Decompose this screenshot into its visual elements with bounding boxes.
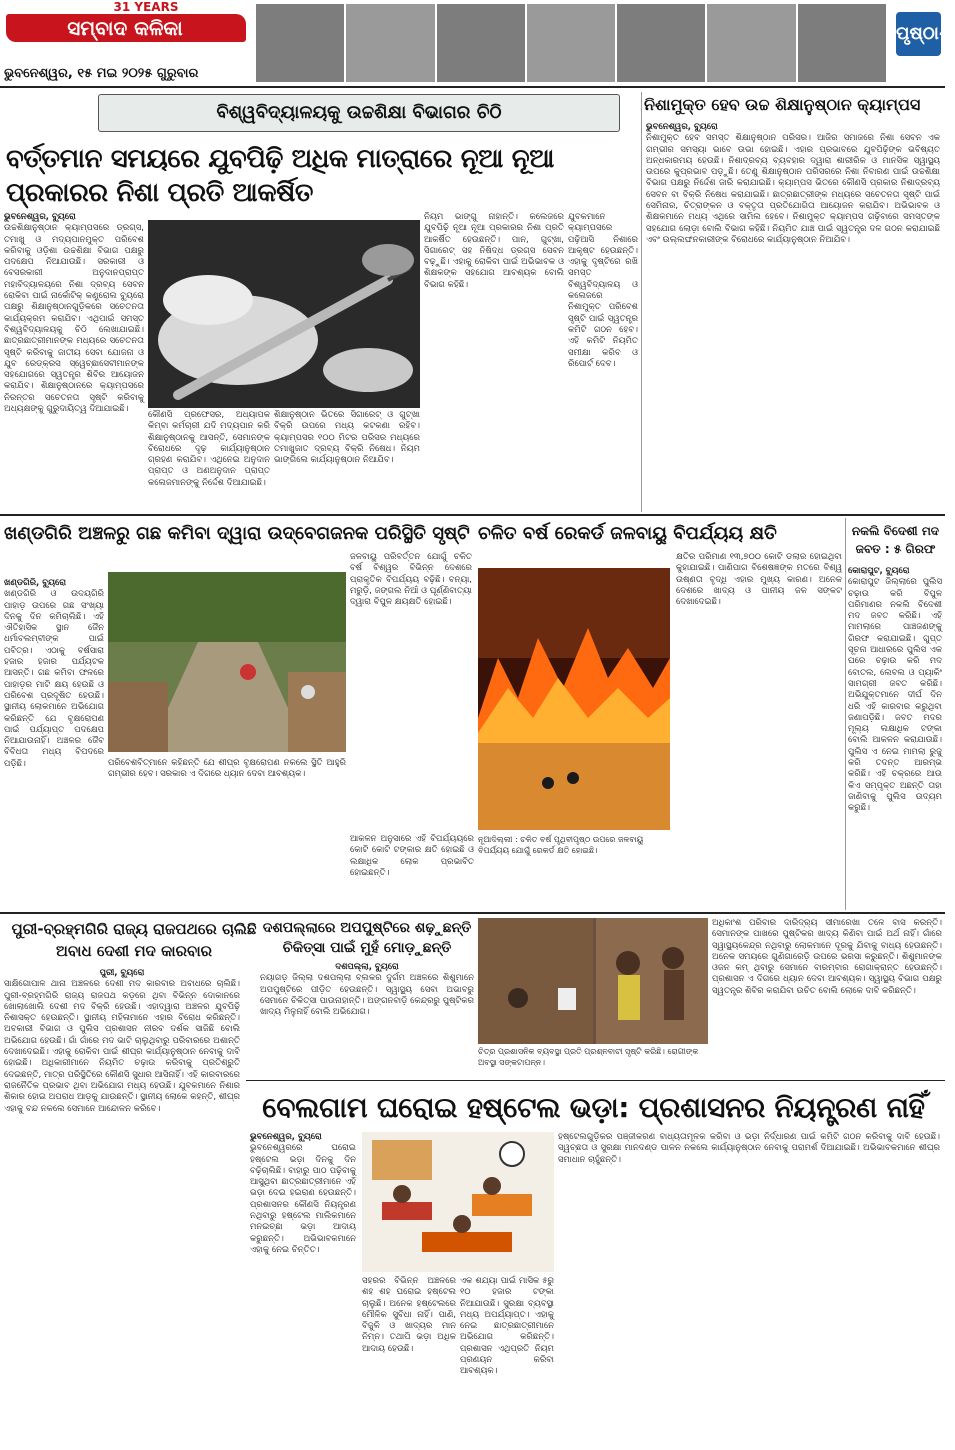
- liquor-seizure-headline: ନକଲି ବିଦେଶୀ ମଦ ଜବତ : ୫ ଗିରଫ: [851, 524, 940, 556]
- hostel-column-4: ହଷ୍ଟେଲଗୁଡ଼ିକର ପଞ୍ଜୀକରଣ ବାଧ୍ୟତାମୂଳକ କରିବା ଓ ଭଡ଼ା ନିର୍ଦ୍ଧାରଣ ପାଇଁ କମିଟି ଗଠନ କରିବାକୁ ଦାବି ହେଉଛି। ସ୍ୱଚ୍ଛତା ଓ ସୁରକ୍ଷା ମାନଦଣ୍ଡ ପାଳନ ନକଲେ କାର୍ଯ୍ୟାନୁଷ୍ଠାନ ନେବାକୁ ପରାମର୍ଶ ଦିଆଯାଇଛି। ଅଭିଭାବକମାନେ ଶୀଘ୍ର ସମାଧାନ ଚାହୁଁଛନ୍ତି।: [558, 1132, 940, 1165]
- climate-column-2: ଆକଳନ ଅନୁସାରେ ଏହି ବିପର୍ଯ୍ୟୟରେ କୋଟି କୋଟି ଟଙ୍କାର କ୍ଷତି ହୋଇଛି ଓ ଲକ୍ଷାଧିକ ଲୋକ ପ୍ରଭାବିତ ହୋଇଛନ୍ତି।: [350, 834, 474, 878]
- khandagiri-text: ଖଣ୍ଡଗିରି ଓ ଉଦୟଗିରି ପାହାଡ଼ ଉପରେ ଗଛ ସଂଖ୍ୟା ଦିନକୁ ଦିନ କମିଚାଲିଛି। ଏହି ଐତିହାସିକ ସ୍ଥାନ ଜୈନ ଧର୍ମାବଲମ୍ବୀଙ୍କ ପାଇଁ ପବିତ୍ର। ଏଠାକୁ ବର୍ଷସାରା ହଜାର ହଜାର ପର୍ଯ୍ୟଟକ ଆସନ୍ତି। ଗଛ କମିବା ଫଳରେ ପାହାଡ଼ର ମାଟି କ୍ଷୟ ହେଉଛି ଓ ପରିବେଶ ପ୍ରଦୂଷିତ ହେଉଛି। ସ୍ଥାନୀୟ ଲୋକମାନେ ଅଭିଯୋଗ କରିଛନ୍ତି ଯେ ବୃକ୍ଷରୋପଣ ପାଇଁ ପର୍ଯ୍ୟାପ୍ତ ପଦକ୍ଷେପ ନିଆଯାଉନାହିଁ। ଅଞ୍ଚଳର ଜୈବ ବିବିଧତା ମଧ୍ୟ ବିପଦରେ ପଡ଼ିଛି।: [4, 589, 104, 769]
- masthead: [0, 0, 955, 86]
- khandagiri-headline: ଖଣ୍ଡଗିରି ଅଞ୍ଚଳରୁ ଗଛ କମିବା ଦ୍ୱାରା ଉଦ୍‌ବେଗଜନକ ପରିସ୍ଥିତି ସୃଷ୍ଟି: [4, 523, 470, 544]
- header-photo-writing: [437, 4, 525, 82]
- side1-body: [646, 122, 940, 510]
- malnutrition-byline: ଦଶପଲ୍ଲା, ବ୍ୟୁରୋ: [335, 962, 399, 972]
- lead-column-2: କୌଣସି ପ୍ରଫେସର, ଅଧ୍ୟାପକ କିମ୍ବା କର୍ମଚାରୀ ଯଦି ମଦ୍ୟପାନ କରି ଶିକ୍ଷାନୁଷ୍ଠାନକୁ ଆସନ୍ତି, ସେମାନଙ୍କ ବିରୋଧରେ ଦୃଢ଼ କାର୍ଯ୍ୟାନୁଷ୍ଠାନ ଗ୍ରହଣ କରାଯିବ। ଏଥିନେଇ ଅନୁଦାନ ପ୍ରାପ୍ତ ଓ ଅଣଅନୁଦାନ ପ୍ରାପ୍ତ କଲେଜମାନଙ୍କୁ ନିର୍ଦ୍ଦେଶ ଦିଆଯାଇଛି।: [148, 410, 270, 488]
- hostel-column-1: [250, 1132, 356, 1444]
- lead-column-1: [4, 212, 144, 510]
- khandagiri-column-2: ପରିବେଶବିତ୍‌ମାନେ କହିଛନ୍ତି ଯେ ଶୀଘ୍ର ବୃକ୍ଷରୋପଣ ନକଲେ ସ୍ଥିତି ଆହୁରି ଗମ୍ଭୀର ହେବ। ସରକାର ଏ ଦିଗରେ ଧ୍ୟାନ ଦେବା ଆବଶ୍ୟକ।: [108, 758, 346, 780]
- puri-liquor-text: ସାକ୍ଷିଗୋପାଳ ଥାନା ଅଞ୍ଚଳରେ ଦେଶୀ ମଦ କାରବାର ଅବାଧରେ ଚାଲିଛି। ପୁରୀ-ବ୍ରହ୍ମଗିରି ରାଜ୍ୟ ରାଜପଥ କଡ଼ରେ ଥିବା ବିଭିନ୍ନ ଦୋକାନରେ ଖୋଲାଖୋଲି ଦେଶୀ ମଦ ବିକ୍ରି ହେଉଛି। ଏହାଦ୍ୱାରା ଅଞ୍ଚଳର ଯୁବପିଢ଼ି ନିଶାସକ୍ତ ହେଉଛନ୍ତି। ସ୍ଥାନୀୟ ମହିଳାମାନେ ଏହାର ବିରୋଧ କରିଛନ୍ତି। ଅବକାରୀ ବିଭାଗ ଓ ପୁଲିସ ପ୍ରଶାସନ ନୀରବ ଦର୍ଶକ ସାଜିଛି ବୋଲି ଅଭିଯୋଗ ହେଉଛି। ଗାଁ ଗାଁରେ ମଦ ଭାଟି ଚାଲୁଥିବାରୁ ପରିବାରରେ ଅଶାନ୍ତି ଦେଖାଦେଇଛି। ଏହାକୁ ରୋକିବା ପାଇଁ ଶୀଘ୍ର କାର୍ଯ୍ୟାନୁଷ୍ଠାନ ନେବାକୁ ଦାବି ହୋଇଛି। ଅଧିକାରୀମାନେ ନିୟମିତ ଚଢ଼ାଉ କରିବାକୁ ପ୍ରତିଶ୍ରୁତି ଦେଇଛନ୍ତି, ମାତ୍ର ପରିସ୍ଥିତିରେ କୌଣସି ସୁଧାର ଆସିନାହିଁ। ଏହି କାରବାରରେ ରାଜନୈତିକ ପ୍ରଭାବ ଥିବା ଅଭିଯୋଗ ମଧ୍ୟ ହେଉଛି। ଯୁବକମାନେ ନିଶାର ଶିକାର ହୋଇ ଅପରାଧ ଆଡ଼କୁ ଯାଉଛନ୍ତି। ସ୍ଥାନୀୟ ଲୋକେ କହନ୍ତି, ଶୀଘ୍ର ଏହାକୁ ବନ୍ଦ ନକଲେ ସେମାନେ ଆନ୍ଦୋଳନ କରିବେ।: [4, 979, 240, 1114]
- side1-byline: ଭୁବନେଶ୍ୱର, ବ୍ୟୁରୋ: [646, 122, 718, 132]
- malnutrition-text: ନୟାଗଡ଼ ଜିଲ୍ଲା ଦଶପଲ୍ଲା ବ୍ଲକର ଦୁର୍ଗମ ଅଞ୍ଚଳରେ ଶିଶୁମାନେ ଅପପୁଷ୍ଟିରେ ପୀଡ଼ିତ ହେଉଛନ୍ତି। ସ୍ୱାସ୍ଥ୍ୟ ସେବା ଅଭାବରୁ ସେମାନେ ଚିକିତ୍ସା ପାଉନାହାନ୍ତି। ଅଙ୍ଗନବାଡ଼ି କେନ୍ଦ୍ରରୁ ପୁଷ୍ଟିକର ଖାଦ୍ୟ ମିଳୁନାହିଁ ବୋଲି ଅଭିଯୋଗ।: [260, 973, 474, 1018]
- side1-text: ନିଶାମୁକ୍ତ ହେବ ସମସ୍ତ ଶିକ୍ଷାନୁଷ୍ଠାନ ପରିସର। ଆଜିର ସମାଜରେ ନିଶା ସେବନ ଏକ ଗମ୍ଭୀର ସମସ୍ୟା ଭାବେ ଉଭା ହୋଇଛି। ଏହାର ପ୍ରଭାବରେ ଯୁବପିଢ଼ିଙ୍କ ଭବିଷ୍ୟତ ଅନ୍ଧକାରମୟ ହେଉଛି। ନିଶାଦ୍ରବ୍ୟ ବ୍ୟବହାର ଦ୍ୱାରା ଶାରୀରିକ ଓ ମାନସିକ ସ୍ୱାସ୍ଥ୍ୟ ଉପରେ କୁପ୍ରଭାବ ପଡ଼ୁଛି। ତେଣୁ ଶିକ୍ଷାନୁଷ୍ଠାନ ପରିସରରେ ନିଶା ନିବାରଣ ପାଇଁ ଉଚ୍ଚଶିକ୍ଷା ବିଭାଗ ପକ୍ଷରୁ ନିର୍ଦ୍ଦେଶ ଜାରି କରାଯାଇଛି। କ୍ୟାମ୍ପସ ଭିତରେ କୌଣସି ପ୍ରକାର ନିଶାଦ୍ରବ୍ୟ ସେବନ ବା ବିକ୍ରି ନିଷେଧ କରାଯାଇଛି। ଛାତ୍ରଛାତ୍ରୀଙ୍କ ମଧ୍ୟରେ ସଚେତନତା ସୃଷ୍ଟି ପାଇଁ ସେମିନାର, ଚିତ୍ରାଙ୍କନ ଓ ବକ୍ତୃତା ପ୍ରତିଯୋଗିତା ଆୟୋଜନ କରାଯିବ। ଅଭିଭାବକ ଓ ଶିକ୍ଷକମାନେ ମଧ୍ୟ ଏଥିରେ ସାମିଲ ହେବେ। ନିଶାମୁକ୍ତ କ୍ୟାମ୍ପସ ଗଢ଼ିବାରେ ସମସ୍ତଙ୍କ ସହଯୋଗ ଲୋଡ଼ା ବୋଲି ବିଭାଗ କହିଛି। ନିୟମିତ ଯାଞ୍ଚ ପାଇଁ ସ୍ୱତନ୍ତ୍ର ଦଳ ଗଠନ କରାଯାଇଛି ଏବଂ ଉଲ୍ଲଙ୍ଘନକାରୀଙ୍କ ବିରୋଧରେ କାର୍ଯ୍ୟାନୁଷ୍ଠାନ ନିଆଯିବ।: [646, 133, 940, 245]
- hostel-column-2: ସହରର ବିଭିନ୍ନ ଅଞ୍ଚଳରେ ଶହ ଶହ ଘରୋଇ ହଷ୍ଟେଲ ଚାଲୁଛି। ଅନେକ ହଷ୍ଟେଲରେ ମୌଳିକ ସୁବିଧା ନାହିଁ। ପାଣି, ବିଜୁଳି ଓ ଖାଦ୍ୟର ମାନ ନିମ୍ନ। ତଥାପି ଭଡ଼ା ଅଧିକ ଆଦାୟ ହେଉଛି।: [362, 1276, 456, 1354]
- dateline: ଭୁବନେଶ୍ୱର, ୧୫ ମଇ ୨୦୨୫ ଗୁରୁବାର: [4, 66, 199, 81]
- khandagiri-column-1: [4, 578, 104, 906]
- climate-column-1: ଜଳବାୟୁ ପରିବର୍ତ୍ତନ ଯୋଗୁଁ ଚଳିତ ବର୍ଷ ବିଶ୍ୱର ବିଭିନ୍ନ ଦେଶରେ ପ୍ରାକୃତିକ ବିପର୍ଯ୍ୟୟ ବଢ଼ିଛି। ବନ୍ୟା, ମରୁଡ଼ି, ଜଙ୍ଗଲ ନିଆଁ ଓ ଘୂର୍ଣ୍ଣିବାତ୍ୟା ଦ୍ୱାରା ବିପୁଳ କ୍ଷୟକ୍ଷତି ହୋଇଛି।: [350, 552, 472, 608]
- side1-headline: ନିଶାମୁକ୍ତ ହେବ ଉଚ୍ଚ ଶିକ୍ଷାନୁଷ୍ଠାନ କ୍ୟାମ୍ପସ: [644, 95, 921, 114]
- masthead-rule: [0, 86, 945, 88]
- header-photo-women: [707, 4, 795, 82]
- years-badge: 31 YEARS: [113, 0, 179, 14]
- malnutrition-photo: [478, 918, 708, 1044]
- section-rule-2: [0, 912, 945, 914]
- khandagiri-byline: ଖଣ୍ଡଗିରି, ବ୍ୟୁରୋ: [4, 578, 67, 588]
- hostel-byline: ଭୁବନେଶ୍ୱର, ବ୍ୟୁରୋ: [250, 1132, 322, 1142]
- header-photo-strip: [256, 4, 886, 82]
- khandagiri-photo: [108, 572, 346, 752]
- lead-column-5: ଯୁବକମାନେ କ୍ୟାମ୍ପସରେ ପଢ଼ିଆସି ନିଶାରେ ଆକୃଷ୍ଟ ହେଉଛନ୍ତି। ଏହାକୁ ଦୃଷ୍ଟିରେ ରଖି ସମସ୍ତ ବିଶ୍ୱବିଦ୍ୟାଳୟ ଓ କଲେଜରେ ନିଶାମୁକ୍ତ ପରିବେଶ ସୃଷ୍ଟି ପାଇଁ ସ୍ୱତନ୍ତ୍ର କମିଟି ଗଠନ ହେବ। ଏହି କମିଟି ନିୟମିତ ସମୀକ୍ଷା କରିବ ଓ ରିପୋର୍ଟ ଦେବ।: [568, 212, 638, 369]
- liquor-seizure-body: [848, 566, 942, 908]
- wildfire-caption: ନୂଆଦିଲ୍ଲୀ : ଚଳିତ ବର୍ଷ ପୃଥିବୀପୃଷ୍ଠ ଉପରେ ଜଳବାୟୁ ବିପର୍ଯ୍ୟୟ ଯୋଗୁଁ ରେକର୍ଡ କ୍ଷତି ହୋଇଛି।: [478, 835, 644, 855]
- liquor-seizure-text: କୋରାପୁଟ ଜିଲ୍ଲାରେ ପୁଲିସ ଚଢ଼ାଉ କରି ବିପୁଳ ପରିମାଣର ନକଲି ବିଦେଶୀ ମଦ ଜବତ କରିଛି। ଏହି ମାମଲାରେ ପାଞ୍ଚଜଣଙ୍କୁ ଗିରଫ କରାଯାଇଛି। ଗୁପ୍ତ ସୂଚନା ଆଧାରରେ ପୁଲିସ ଏକ ଘରେ ଚଢ଼ାଉ କରି ମଦ ବୋତଲ, ଲେବଲ ଓ ପ୍ୟାକିଂ ସାମଗ୍ରୀ ଜବତ କରିଛି। ଅଭିଯୁକ୍ତମାନେ ଦୀର୍ଘ ଦିନ ଧରି ଏହି କାରବାର କରୁଥିବା ଜଣାପଡ଼ିଛି। ଜବତ ମଦର ମୂଲ୍ୟ ଲକ୍ଷାଧିକ ଟଙ୍କା ବୋଲି ଆକଳନ କରାଯାଉଛି। ପୁଲିସ ଏ ନେଇ ମାମଲା ରୁଜୁ କରି ତଦନ୍ତ ଆରମ୍ଭ କରିଛି। ଏହି ଚକ୍ରରେ ଆଉ କିଏ ସମ୍ପୃକ୍ତ ଅଛନ୍ତି ତାହା ଜାଣିବାକୁ ପୁଲିସ ଉଦ୍ୟମ କରୁଛି।: [848, 577, 942, 814]
- section-rule-1: [0, 514, 945, 516]
- lead-byline: ଭୁବନେଶ୍ୱର, ବ୍ୟୁରୋ: [4, 212, 76, 222]
- malnutrition-body: [260, 962, 474, 1042]
- lead-column-3: ଶିକ୍ଷାନୁଷ୍ଠାନ ଭିତରେ ସିଗାରେଟ୍ ଓ ଗୁଟ୍‌ଖା ବିକ୍ରି ଉପରେ ମଧ୍ୟ କଟକଣା ରହିବ। କ୍ୟାମ୍ପସର ୧୦୦ ମିଟର ପରିସର ମଧ୍ୟରେ ତମାଖୁଜାତ ଦ୍ରବ୍ୟ ବିକ୍ରି ନିଷେଧ। ନିୟମ ଭାଙ୍ଗିଲେ କାର୍ଯ୍ୟାନୁଷ୍ଠାନ ନିଆଯିବ।: [274, 410, 420, 466]
- column-divider-2: [845, 518, 846, 910]
- hostel-illustration: [362, 1132, 554, 1272]
- lead-column-4: ନିୟମ ଭାଙ୍ଗୁ ନାହାନ୍ତି। କଲେଜରେ ଯୁବପିଢ଼ି ନୂଆ ନୂଆ ପ୍ରକାରର ନିଶା ପ୍ରତି ଆକର୍ଷିତ ହେଉଛନ୍ତି। ପାନ, ଗୁଟ୍‌ଖା, ସିଗାରେଟ୍ ସହ ନିଷିଦ୍ଧ ଡ୍ରଗ୍ସ ସେବନ ବଢ଼ୁଛି। ଏହାକୁ ରୋକିବା ପାଇଁ ଅଭିଭାବକ ଓ ଶିକ୍ଷକଙ୍କ ସହଯୋଗ ଆବଶ୍ୟକ ବୋଲି ବିଭାଗ କହିଛି।: [424, 212, 564, 290]
- climate-column-3: କ୍ଷତିର ପରିମାଣ ୧୩,୭୦୦ କୋଟି ଡଲାର ହୋଇଥିବା କୁହାଯାଇଛି। ପାଣିପାଗ ବିଶେଷଜ୍ଞଙ୍କ ମତରେ ବିଶ୍ୱ ଉଷ୍ଣତା ବୃଦ୍ଧି ଏହାର ମୁଖ୍ୟ କାରଣ। ଅନେକ ଦେଶରେ ଖାଦ୍ୟ ଓ ପାନୀୟ ଜଳ ସଙ୍କଟ ଦେଖାଦେଇଛି।: [676, 552, 842, 608]
- malnutrition-headline: ଦଶପଲ୍ଲାରେ ଅପପୁଷ୍ଟିରେ ଶଢ଼ୁଛନ୍ତି ଚିକିତ୍ସା ପାଇଁ ମୁହଁ ମୋଡ଼ୁଛନ୍ତି: [262, 920, 472, 956]
- section-rule-3: [246, 1080, 945, 1081]
- header-photo-children: [527, 4, 615, 82]
- lead-col1-text: ଉଚ୍ଚଶିକ୍ଷାନୁଷ୍ଠାନ କ୍ୟାମ୍ପସରେ ଡ୍ରଗ୍ସ, ତମାଖୁ ଓ ମଦ୍ୟପାନମୁକ୍ତ ପରିବେଶ କରିବାକୁ ଓଡ଼ିଶା ଉଚ୍ଚଶିକ୍ଷା ବିଭାଗ ପକ୍ଷରୁ ପଦକ୍ଷେପ ନିଆଯାଉଛି। ସରକାରୀ ଓ ବେସରକାରୀ ଅନୁଦାନପ୍ରାପ୍ତ ମହାବିଦ୍ୟାଳୟରେ ନିଶା ଦ୍ରବ୍ୟ ସେବନ ରୋକିବା ପାଇଁ ନାର୍କୋଟିକ୍ କଣ୍ଟ୍ରୋଲ ବ୍ୟୁରୋ ପକ୍ଷରୁ ଶିକ୍ଷାନୁଷ୍ଠାନଗୁଡ଼ିକରେ ସଚେତନତା କାର୍ଯ୍ୟକ୍ରମ କରାଯିବ। ଏଥିପାଇଁ ସମସ୍ତ ବିଶ୍ୱବିଦ୍ୟାଳୟକୁ ଚିଠି ଲେଖାଯାଇଛି। ଛାତ୍ରଛାତ୍ରୀମାନଙ୍କ ମଧ୍ୟରେ ସଚେତନତା ସୃଷ୍ଟି କରିବାକୁ ଜାତୀୟ ସେବା ଯୋଜନା ଓ ଯୁବ ରେଡ୍‌କ୍ରସ ସ୍ୱେଚ୍ଛାସେବୀମାନଙ୍କ ସହଯୋଗରେ ସ୍ୱତନ୍ତ୍ର ଶିବିର ଆୟୋଜନ କରାଯିବ। ଶିକ୍ଷାନୁଷ୍ଠାନରେ କ୍ୟାମ୍ପସରେ ନିରନ୍ତର ସଚେତନତା ସୃଷ୍ଟି କରିବାକୁ ଅଧ୍ୟକ୍ଷଙ୍କୁ ଗୁରୁଦାୟିତ୍ୱ ଦିଆଯାଇଛି।: [4, 223, 144, 415]
- header-photo-building: [798, 4, 886, 82]
- puri-liquor-headline: ପୁରୀ-ବ୍ରହ୍ମଗିରି ରାଜ୍ୟ ରାଜପଥରେ ଚାଲିଛି ଅବାଧ ଦେଶୀ ମଦ କାରବାର: [11, 920, 257, 960]
- liquor-seizure-byline: କୋରାପୁଟ, ବ୍ୟୁରୋ: [848, 566, 910, 576]
- malnutrition-column-2: ଅଧିକାଂଶ ପରିବାର ଦାରିଦ୍ର୍ୟ ସୀମାରେଖା ତଳେ ବାସ କରନ୍ତି। ସେମାନଙ୍କ ପାଖରେ ପୁଷ୍ଟିକର ଖାଦ୍ୟ କିଣିବା ପାଇଁ ଅର୍ଥ ନାହିଁ। ଗାଁରେ ସ୍ୱାସ୍ଥ୍ୟକେନ୍ଦ୍ର ନଥିବାରୁ ଲୋକମାନେ ଦୂରକୁ ଯିବାକୁ ବାଧ୍ୟ ହେଉଛନ୍ତି। ଅନେକ ସମୟରେ ଗୁଣିଗାରେଡ଼ି ଉପରେ ଭରସା କରୁଛନ୍ତି। ଶିଶୁମାନଙ୍କ ଓଜନ କମ୍ ଥିବାରୁ ସେମାନେ ବାରମ୍ବାର ରୋଗାକ୍ରାନ୍ତ ହେଉଛନ୍ତି। ପ୍ରଶାସନ ଏ ଦିଗରେ ଧ୍ୟାନ ଦେବା ଆବଶ୍ୟକ। ସ୍ୱାସ୍ଥ୍ୟ ବିଭାଗ ପକ୍ଷରୁ ସ୍ୱତନ୍ତ୍ର ଶିବିର କରାଯିବା ଉଚିତ ବୋଲି ଲୋକେ ଦାବି କରିଛନ୍ତି।: [712, 918, 942, 996]
- wildfire-photo: [478, 568, 670, 830]
- newspaper-logo: ସମ୍ବାଦ କଳିକା: [67, 16, 183, 40]
- climate-headline: ଚଳିତ ବର୍ଷ ରେକର୍ଡ ଜଳବାୟୁ ବିପର୍ଯ୍ୟୟ କ୍ଷତି: [478, 523, 777, 544]
- puri-liquor-byline: ପୁରୀ, ବ୍ୟୁରୋ: [99, 968, 145, 978]
- header-photo-rangoli: [617, 4, 705, 82]
- hostel-col1-text: ଭୁବନେଶ୍ୱରରେ ଘରୋଇ ହଷ୍ଟେଲ ଭଡ଼ା ଦିନକୁ ଦିନ ବଢ଼ିଚାଲିଛି। ବାହାରୁ ପାଠ ପଢ଼ିବାକୁ ଆସୁଥିବା ଛାତ୍ରଛାତ୍ରୀମାନେ ଏହି ଭଡ଼ା ଦେଇ ହଇରାଣ ହେଉଛନ୍ତି। ପ୍ରଶାସନର କୌଣସି ନିୟନ୍ତ୍ରଣ ନଥିବାରୁ ହଷ୍ଟେଲ ମାଲିକମାନେ ମନଇଚ୍ଛା ଭଡ଼ା ଆଦାୟ କରୁଛନ୍ତି। ଅଭିଭାବକମାନେ ଏହାକୁ ନେଇ ଚିନ୍ତିତ।: [250, 1143, 356, 1255]
- malnutrition-caption: ଚିତ୍ର ପ୍ରଶାସନିକ ବ୍ୟବସ୍ଥା ପ୍ରତି ପ୍ରଶ୍ନବାଚୀ ସୃଷ୍ଟି କରିଛି। ରୋଗୀଙ୍କ ଅବସ୍ଥା ସଙ୍କଟାପନ୍ନ।: [478, 1047, 699, 1067]
- header-photo-temple: [256, 4, 344, 82]
- lead-headline: ବର୍ତ୍ତମାନ ସମୟରେ ଯୁବପିଢ଼ି ଅଧିକ ମାତ୍ରାରେ ନୂଆ ନୂଆ ପ୍ରକାରର ନିଶା ପ୍ରତି ଆକର୍ଷିତ: [6, 144, 554, 208]
- hostel-rent-headline: ବେଲଗାମ ଘରୋଇ ହଷ୍ଟେଲ ଭଡ଼ା: ପ୍ରଶାସନର ନିୟନ୍ତ୍ରଣ ନାହିଁ: [262, 1091, 925, 1124]
- hostel-column-3: ଏକ ଶଯ୍ୟା ପାଇଁ ମାସିକ ୫ରୁ ୧୦ ହଜାର ଟଙ୍କା ନିଆଯାଉଛି। ସୁରକ୍ଷା ବ୍ୟବସ୍ଥା ମଧ୍ୟ ଅପର୍ଯ୍ୟାପ୍ତ। ଏହାକୁ ନେଇ ଛାତ୍ରଛାତ୍ରୀମାନେ ଅଭିଯୋଗ କରିଛନ୍ତି। ପ୍ରଶାସନ ଏଥିପ୍ରତି ନିୟମ ପ୍ରଣୟନ କରିବା ଆବଶ୍ୟକ।: [460, 1276, 554, 1377]
- lead-kicker: ବିଶ୍ୱବିଦ୍ୟାଳୟକୁ ଉଚ୍ଚଶିକ୍ଷା ବିଭାଗର ଚିଠି: [98, 94, 620, 132]
- drugs-photo: [148, 220, 420, 408]
- header-photo-hands: [346, 4, 434, 82]
- puri-liquor-body: [4, 968, 240, 1444]
- page-number-badge: ପୃଷ୍ଠା-୨: [896, 12, 941, 56]
- column-divider: [641, 92, 642, 512]
